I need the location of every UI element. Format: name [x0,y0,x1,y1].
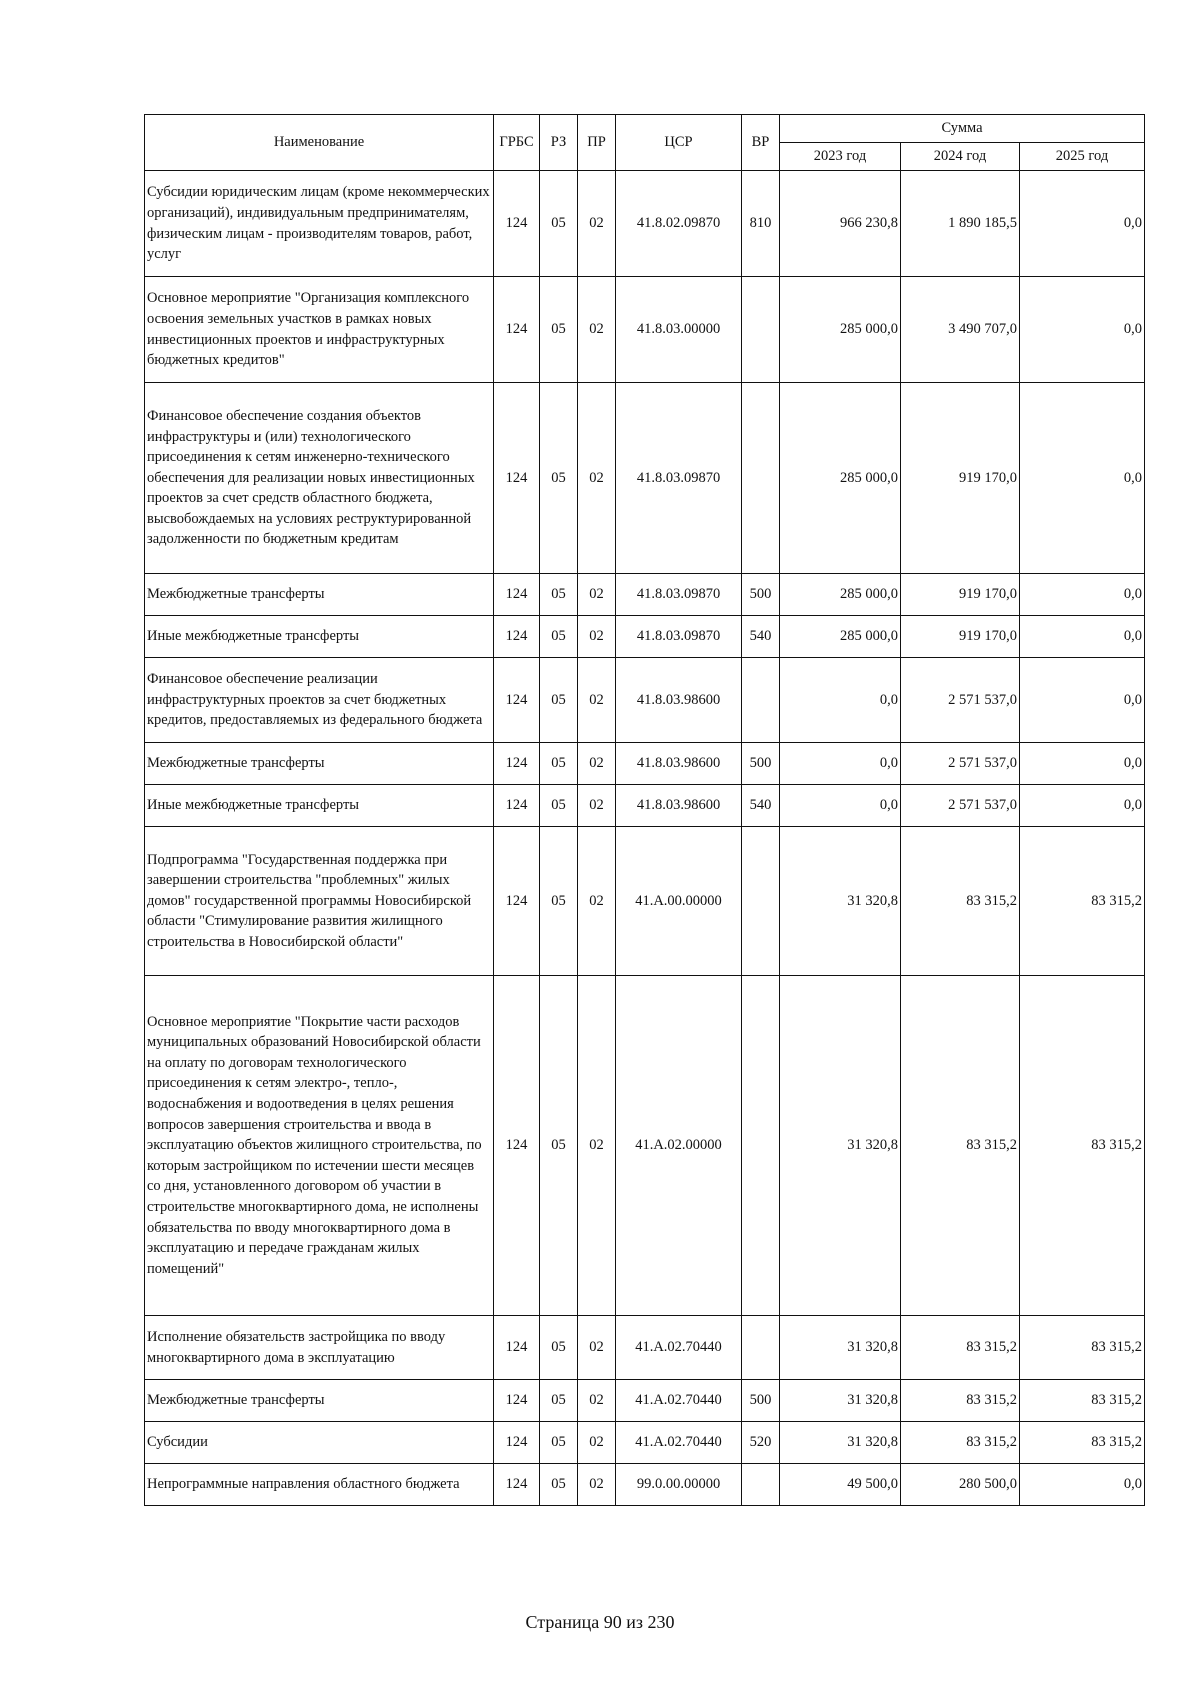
cell-rz: 05 [540,574,578,616]
cell-vr: 500 [742,1380,780,1422]
cell-pr: 02 [578,1422,616,1464]
budget-table [144,114,1145,1506]
cell-name: Иные межбюджетные трансферты [145,785,494,827]
cell-rz: 05 [540,658,578,743]
cell-csr: 41.А.02.70440 [616,1380,742,1422]
cell-sum-2025: 83 315,2 [1020,827,1145,976]
table-row [145,827,1145,976]
cell-pr: 02 [578,1464,616,1506]
header-rz: РЗ [540,115,578,171]
cell-sum-2023: 31 320,8 [780,827,901,976]
cell-vr: 520 [742,1422,780,1464]
cell-rz: 05 [540,1380,578,1422]
cell-csr: 41.8.03.98600 [616,743,742,785]
cell-grbs: 124 [494,171,540,277]
cell-vr [742,827,780,976]
cell-name: Межбюджетные трансферты [145,1380,494,1422]
cell-pr: 02 [578,574,616,616]
cell-pr: 02 [578,616,616,658]
cell-csr: 41.8.03.98600 [616,785,742,827]
cell-rz: 05 [540,743,578,785]
cell-grbs: 124 [494,616,540,658]
cell-rz: 05 [540,383,578,574]
cell-csr: 41.8.03.98600 [616,658,742,743]
cell-vr [742,383,780,574]
cell-grbs: 124 [494,1464,540,1506]
cell-pr: 02 [578,383,616,574]
cell-csr: 41.А.02.70440 [616,1316,742,1380]
table-row [145,1380,1145,1422]
cell-vr: 500 [742,574,780,616]
cell-sum-2023: 31 320,8 [780,1380,901,1422]
cell-name: Непрограммные направления областного бюджета [145,1464,494,1506]
cell-name: Субсидии [145,1422,494,1464]
cell-sum-2023: 0,0 [780,658,901,743]
cell-grbs: 124 [494,277,540,383]
cell-pr: 02 [578,171,616,277]
cell-rz: 05 [540,976,578,1316]
header-year-2023: 2023 год [780,143,901,171]
cell-sum-2023: 0,0 [780,743,901,785]
cell-name: Межбюджетные трансферты [145,743,494,785]
cell-rz: 05 [540,1422,578,1464]
cell-sum-2025: 83 315,2 [1020,1316,1145,1380]
cell-csr: 41.А.02.00000 [616,976,742,1316]
table-row [145,383,1145,574]
cell-sum-2025: 0,0 [1020,785,1145,827]
cell-sum-2025: 83 315,2 [1020,1380,1145,1422]
header-year-2024: 2024 год [901,143,1020,171]
cell-pr: 02 [578,785,616,827]
table-row [145,574,1145,616]
header-sum: Сумма [780,115,1145,143]
cell-vr: 540 [742,616,780,658]
table-row [145,976,1145,1316]
cell-vr [742,1464,780,1506]
cell-name: Финансовое обеспечение реализации инфраструктурных проектов за счет бюджетных кредитов, предоставляемых из федерального бюджета [145,658,494,743]
table-row [145,785,1145,827]
cell-vr: 810 [742,171,780,277]
cell-grbs: 124 [494,383,540,574]
cell-sum-2024: 83 315,2 [901,976,1020,1316]
cell-sum-2024: 2 571 537,0 [901,658,1020,743]
cell-csr: 41.А.00.00000 [616,827,742,976]
table-header [145,115,1145,171]
cell-rz: 05 [540,171,578,277]
cell-csr: 41.А.02.70440 [616,1422,742,1464]
cell-sum-2023: 49 500,0 [780,1464,901,1506]
cell-rz: 05 [540,1316,578,1380]
cell-csr: 99.0.00.00000 [616,1464,742,1506]
cell-rz: 05 [540,827,578,976]
cell-vr [742,976,780,1316]
cell-sum-2024: 83 315,2 [901,1380,1020,1422]
table-row [145,616,1145,658]
cell-sum-2025: 83 315,2 [1020,1422,1145,1464]
cell-name: Межбюджетные трансферты [145,574,494,616]
cell-name: Основное мероприятие "Организация комплексного освоения земельных участков в рамках новых инвестиционных проектов и инфраструктурных бюджетных кредитов" [145,277,494,383]
cell-rz: 05 [540,616,578,658]
cell-sum-2023: 966 230,8 [780,171,901,277]
cell-vr [742,277,780,383]
cell-vr [742,1316,780,1380]
cell-sum-2025: 0,0 [1020,1464,1145,1506]
cell-pr: 02 [578,1316,616,1380]
cell-sum-2024: 1 890 185,5 [901,171,1020,277]
cell-sum-2024: 83 315,2 [901,1422,1020,1464]
table-row [145,171,1145,277]
cell-grbs: 124 [494,574,540,616]
table-row [145,1316,1145,1380]
cell-sum-2023: 285 000,0 [780,383,901,574]
cell-pr: 02 [578,1380,616,1422]
cell-name: Основное мероприятие "Покрытие части расходов муниципальных образований Новосибирской области на оплату по договорам технологического присоединения к сетям электро-, тепло-, водоснабжения и водоотведения в целях решения вопросов завершения строительства и ввода в эксплуатацию объектов жилищного строительства, по которым застройщиком по истечении шести месяцев со дня, установленного договором об участии в строительстве многоквартирного дома, не исполнены обязательства по вводу многоквартирного дома в эксплуатацию и передаче гражданам жилых помещений" [145,976,494,1316]
cell-sum-2025: 0,0 [1020,277,1145,383]
cell-sum-2025: 83 315,2 [1020,976,1145,1316]
cell-sum-2024: 2 571 537,0 [901,785,1020,827]
cell-name: Субсидии юридическим лицам (кроме некоммерческих организаций), индивидуальным предпринимателям, физическим лицам - производителям товаров, работ, услуг [145,171,494,277]
cell-rz: 05 [540,277,578,383]
cell-sum-2025: 0,0 [1020,171,1145,277]
cell-sum-2023: 285 000,0 [780,277,901,383]
cell-csr: 41.8.03.09870 [616,574,742,616]
page-number: Страница 90 из 230 [525,1612,675,1632]
cell-vr: 500 [742,743,780,785]
cell-name: Финансовое обеспечение создания объектов инфраструктуры и (или) технологического присоединения к сетям инженерно-технического обеспечения для реализации новых инвестиционных проектов за счет средств областного бюджета, высвобождаемых на условиях реструктурированной задолженности по бюджетным кредитам [145,383,494,574]
table-row [145,277,1145,383]
table-row [145,1464,1145,1506]
cell-rz: 05 [540,1464,578,1506]
cell-grbs: 124 [494,1422,540,1464]
cell-pr: 02 [578,827,616,976]
cell-grbs: 124 [494,1380,540,1422]
cell-sum-2023: 0,0 [780,785,901,827]
cell-csr: 41.8.03.00000 [616,277,742,383]
cell-name: Подпрограмма "Государственная поддержка при завершении строительства "проблемных" жилых домов" государственной программы Новосибирской области "Стимулирование развития жилищного строительства в Новосибирской области" [145,827,494,976]
header-vr: ВР [742,115,780,171]
cell-vr: 540 [742,785,780,827]
cell-grbs: 124 [494,743,540,785]
table-row [145,658,1145,743]
cell-grbs: 124 [494,976,540,1316]
cell-sum-2024: 919 170,0 [901,616,1020,658]
cell-sum-2023: 31 320,8 [780,1422,901,1464]
cell-sum-2024: 83 315,2 [901,1316,1020,1380]
cell-sum-2024: 3 490 707,0 [901,277,1020,383]
cell-pr: 02 [578,743,616,785]
cell-csr: 41.8.03.09870 [616,383,742,574]
cell-sum-2023: 285 000,0 [780,616,901,658]
cell-rz: 05 [540,785,578,827]
cell-name: Исполнение обязательств застройщика по вводу многоквартирного дома в эксплуатацию [145,1316,494,1380]
cell-sum-2024: 919 170,0 [901,574,1020,616]
cell-sum-2025: 0,0 [1020,658,1145,743]
cell-grbs: 124 [494,785,540,827]
cell-sum-2024: 280 500,0 [901,1464,1020,1506]
cell-sum-2025: 0,0 [1020,616,1145,658]
table-row [145,1422,1145,1464]
cell-grbs: 124 [494,1316,540,1380]
header-pr: ПР [578,115,616,171]
header-year-2025: 2025 год [1020,143,1145,171]
cell-sum-2023: 285 000,0 [780,574,901,616]
table-row [145,743,1145,785]
cell-csr: 41.8.03.09870 [616,616,742,658]
cell-pr: 02 [578,277,616,383]
cell-csr: 41.8.02.09870 [616,171,742,277]
header-grbs: ГРБС [494,115,540,171]
cell-sum-2025: 0,0 [1020,574,1145,616]
cell-sum-2023: 31 320,8 [780,976,901,1316]
cell-sum-2024: 83 315,2 [901,827,1020,976]
cell-name: Иные межбюджетные трансферты [145,616,494,658]
cell-grbs: 124 [494,658,540,743]
cell-sum-2025: 0,0 [1020,383,1145,574]
cell-grbs: 124 [494,827,540,976]
header-csr: ЦСР [616,115,742,171]
cell-sum-2025: 0,0 [1020,743,1145,785]
table-body [145,171,1145,1506]
cell-sum-2023: 31 320,8 [780,1316,901,1380]
cell-sum-2024: 2 571 537,0 [901,743,1020,785]
cell-pr: 02 [578,976,616,1316]
header-name: Наименование [145,115,494,171]
cell-sum-2024: 919 170,0 [901,383,1020,574]
cell-vr [742,658,780,743]
cell-pr: 02 [578,658,616,743]
